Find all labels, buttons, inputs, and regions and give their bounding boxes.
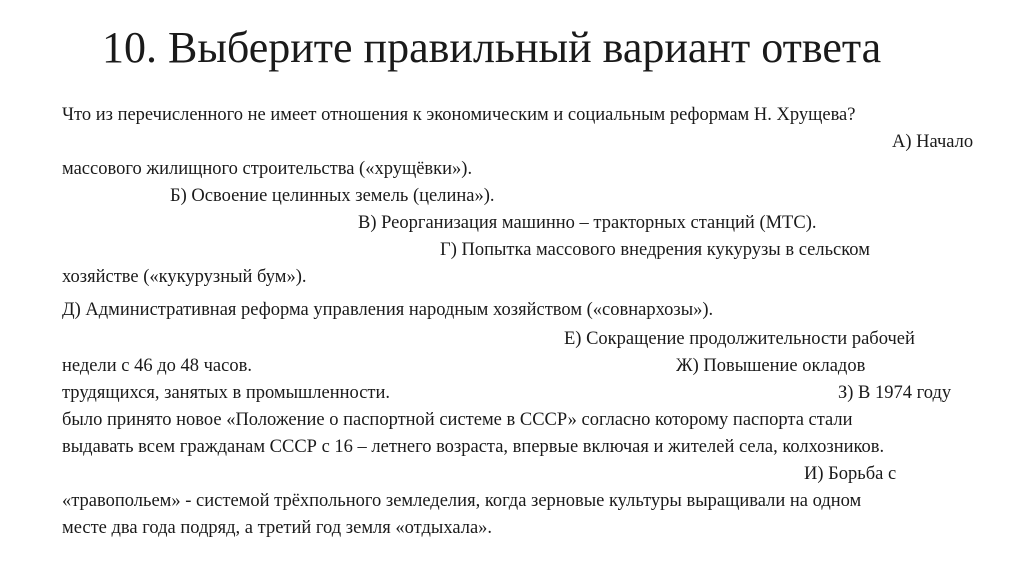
option-d: Д) Административная реформа управления народным хозяйством («совнархозы»). — [62, 300, 714, 320]
option-g-start: Г) Попытка массового внедрения кукурузы в сельском — [440, 240, 870, 260]
option-b: Б) Освоение целинных земель (целина»). — [170, 186, 495, 206]
slide-title: 10. Выберите правильный вариант ответа — [102, 23, 882, 72]
option-z-line3: выдавать всем гражданам СССР с 16 – летнего возраста, впервые включая и жителей села, колхозников. — [62, 437, 885, 457]
option-z-line2: было принято новое «Положение о паспортной системе в СССР» согласно которому паспорта стали — [62, 410, 853, 430]
question-text: Что из перечисленного не имеет отношения к экономическим и социальным реформам Н. Хрущева? — [62, 105, 856, 125]
option-g-continuation: хозяйстве («кукурузный бум»). — [62, 267, 307, 287]
option-i-line2: «травопольем» - системой трёхпольного земледелия, когда зерновые культуры выращивали на одном — [62, 491, 862, 511]
option-z-start: З) В 1974 году — [838, 383, 952, 403]
option-zh-continuation: трудящихся, занятых в промышленности. — [62, 383, 391, 403]
option-v: В) Реорганизация машинно – тракторных станций (МТС). — [358, 213, 817, 233]
option-a-start: А) Начало — [892, 132, 974, 152]
option-i-start: И) Борьба с — [804, 464, 897, 484]
option-zh-start: Ж) Повышение окладов — [676, 356, 866, 376]
option-i-line3: месте два года подряд, а третий год земля «отдыхала». — [62, 518, 493, 538]
option-e-continuation: недели с 46 до 48 часов. — [62, 356, 252, 376]
option-a-continuation: массового жилищного строительства («хрущёвки»). — [62, 159, 473, 179]
option-e-start: Е) Сокращение продолжительности рабочей — [564, 329, 915, 349]
